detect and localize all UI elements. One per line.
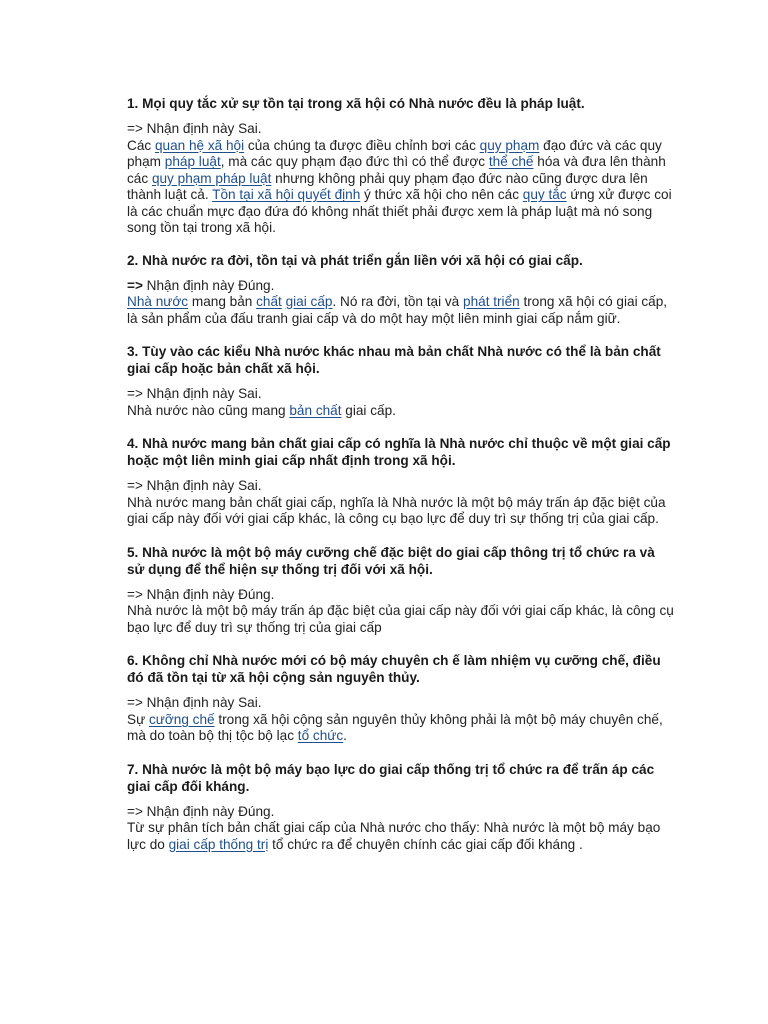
term-link[interactable]: tổ chức [297,728,344,743]
term-link[interactable]: chất [256,294,282,309]
question-block [127,435,675,528]
explanation-text [127,712,675,745]
explanation-segment: trong xã hội cộng sản nguyên thủy không phải là một bộ máy chuyên chế, mà do toàn bộ thị tộc bộ lạc [127,711,663,743]
explanation-segment: . [343,728,347,743]
verdict-arrow: => [127,277,143,293]
question-block [127,761,675,854]
verdict-text: => Nhận định này Sai. [127,695,262,710]
explanation-segment: ứng xử được coi là các chuẩn mực đạo đứa đó không nhất thiết phải được xem là pháp luật mà nó song song tồn tại trong xã hội. [127,187,672,235]
explanation-segment: hóa và đưa lên thành các [127,154,666,186]
verdict-text: => Nhận định này Đúng. [127,803,275,819]
term-link[interactable]: giai cấp [285,294,333,309]
term-link[interactable]: cưỡng chế [148,711,215,727]
explanation-segment: Nhà nước là một bộ máy trấn áp đặc biệt của giai cấp này đối với giai cấp khác, là công cụ bạo lực để duy trì sự thống trị của giai cấp [127,603,674,635]
term-link[interactable]: Nhà nước [127,294,189,309]
explanation-segment: Các [127,137,155,153]
verdict-text [127,278,675,295]
explanation-text [127,495,675,528]
explanation-text [127,138,675,237]
explanation-segment: Từ sự phân tích bản chất giai cấp của Nhà nước cho thấy: Nhà nước là một bộ máy bạo lực do [127,820,661,852]
question-title: 1. Mọi quy tắc xử sự tồn tại trong xã hội có Nhà nước đều là pháp luật. [127,96,585,111]
verdict-text: => Nhận định này Sai. [127,478,262,493]
term-link[interactable]: phát triển [463,294,520,309]
verdict-text: => Nhận định này Sai. [127,121,262,136]
explanation-segment: , mà các quy phạm đạo đức thì có thể được [220,154,489,169]
term-link[interactable]: quan hệ xã hội [154,137,245,153]
question-title: 5. Nhà nước là một bộ máy cưỡng chế đặc biệt do giai cấp thông trị tổ chức ra và sử dụng để thể hiện sự thống trị đối với xã hội. [127,544,655,577]
explanation-segment: nhưng không phải quy phạm đạo đức nào cũng được dưa lên thành luật cả. [127,170,648,202]
explanation-segment: Nhà nước mang bản chất giai cấp, nghĩa là Nhà nước là một bộ máy trấn áp đặc biệt của giai cấp này đối với giai cấp khác, là công cụ bạo lực để duy trì sự thống trị của giai cấp. [127,494,666,526]
explanation-text [127,820,675,853]
explanation-segment: trong xã hội có giai cấp, là sản phẩm của đấu tranh giai cấp và do một hay một liên minh giai cấp nắm giữ. [127,294,668,326]
question-title: 2. Nhà nước ra đời, tồn tại và phát triển gắn liền với xã hội có giai cấp. [127,252,583,268]
term-link[interactable]: bản chất [289,402,342,418]
explanation-segment: mang bản [188,294,257,309]
explanation-text [127,603,675,636]
explanation-segment: ý thức xã hội cho nên các [360,187,523,202]
term-link[interactable]: quy tắc [522,187,567,202]
term-link[interactable]: pháp luật [164,154,221,169]
document-content [127,95,675,853]
question-title: 6. Không chỉ Nhà nước mới có bộ máy chuyên ch ế làm nhiệm vụ cưỡng chế, điều đó đã tồn tại từ xã hội cộng sản nguyên thủy. [127,653,661,685]
explanation-segment: Nhà nước nào cũng mang [127,402,290,418]
verdict-label: Nhận định này Đúng. [142,277,275,293]
explanation-text [127,294,675,327]
question-title: 3. Tùy vào các kiểu Nhà nước khác nhau mà bản chất Nhà nước có thể là bản chất giai cấp hoặc bản chất xã hội. [127,344,661,376]
question-block [127,652,675,745]
question-title: 4. Nhà nước mang bản chất giai cấp có nghĩa là Nhà nước chỉ thuộc về một giai cấp hoặc một liên minh giai cấp nhất định trong xã hội. [127,436,671,468]
term-link[interactable]: thể chế [488,154,534,169]
question-title: 7. Nhà nước là một bộ máy bạo lực do giai cấp thống trị tổ chức ra để trấn áp các giai cấp đối kháng. [127,761,655,794]
explanation-segment: Sự [127,711,149,727]
explanation-segment: . Nó ra đời, tồn tại và [332,294,464,309]
explanation-segment: đạo đức và các quy phạm [127,137,662,169]
explanation-segment: giai cấp. [341,402,396,418]
term-link[interactable]: giai cấp thống trị [168,836,269,852]
term-link[interactable]: quy phạm pháp luật [151,170,272,186]
term-link[interactable]: Tồn tại xã hội quyết định [212,187,361,202]
explanation-text [127,403,675,420]
verdict-text: => Nhận định này Sai. [127,386,262,401]
explanation-segment: tổ chức ra để chuyên chính các giai cấp đối kháng . [268,836,583,852]
question-block [127,252,675,328]
question-block [127,544,675,637]
verdict-text: => Nhận định này Đúng. [127,586,275,602]
question-block [127,343,675,419]
question-block [127,95,675,237]
term-link[interactable]: quy phạm [479,137,540,153]
explanation-segment: của chúng ta được điều chỉnh bơi các [244,137,480,153]
